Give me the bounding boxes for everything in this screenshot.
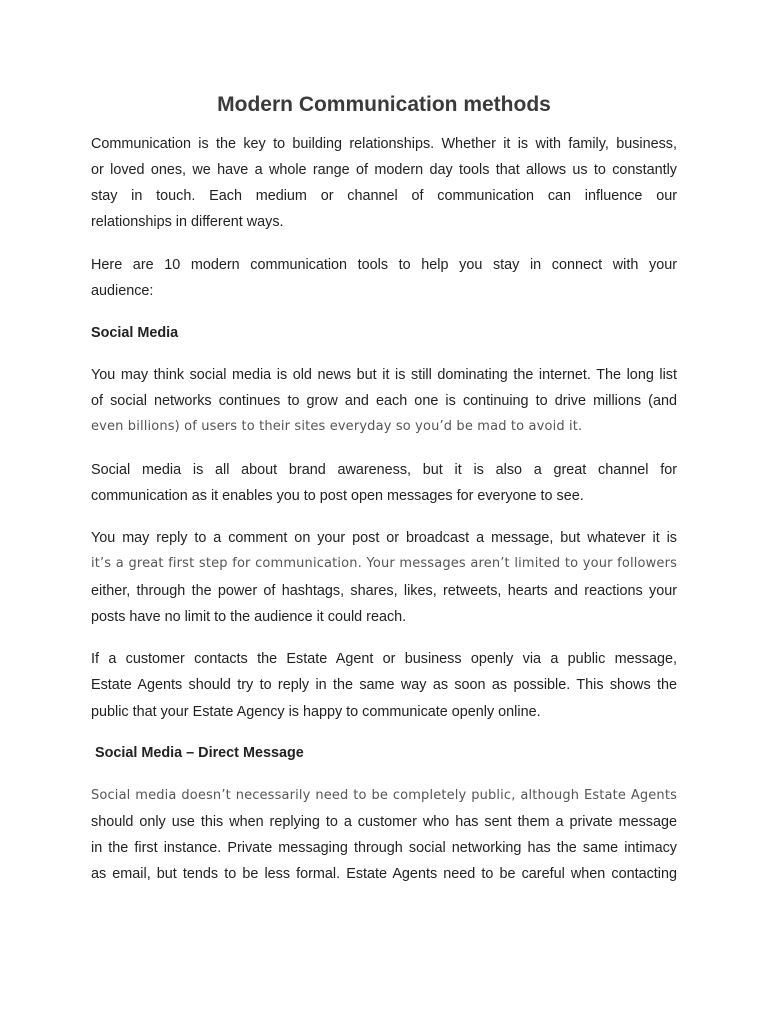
tools-intro-line: audience: — [91, 283, 154, 299]
paragraph-line: even billions) of users to their sites everyday so you’d be mad to avoid it. — [91, 419, 583, 434]
paragraph-line: as email, but tends to be less formal. Estate Agents need to be careful when contacting — [91, 866, 677, 882]
paragraph-line: in the first instance. Private messaging through social networking has the same intimacy — [91, 840, 677, 856]
tools-intro-line: Here are 10 modern communication tools to help you stay in connect with your — [91, 257, 677, 273]
section-heading-social-media: Social Media — [91, 325, 179, 341]
paragraph-line: should only use this when replying to a customer who has sent them a private message — [91, 814, 677, 830]
intro-line: stay in touch. Each medium or channel of communication can influence our — [91, 188, 677, 204]
intro-line: relationships in different ways. — [91, 214, 284, 230]
paragraph-line: If a customer contacts the Estate Agent or business openly via a public message, — [91, 651, 677, 667]
paragraph-line: public that your Estate Agency is happy to communicate openly online. — [91, 704, 541, 720]
document-title: Modern Communication methods — [217, 93, 551, 116]
intro-line: or loved ones, we have a whole range of modern day tools that allows us to constantly — [91, 162, 677, 178]
paragraph-line: it’s a great first step for communication. Your messages aren’t limited to your followers — [91, 556, 677, 571]
paragraph-line: posts have no limit to the audience it could reach. — [91, 609, 407, 625]
paragraph-line: Social media is all about brand awareness, but it is also a great channel for — [91, 462, 677, 478]
paragraph-line: You may reply to a comment on your post or broadcast a message, but whatever it is — [91, 530, 677, 546]
paragraph-line: either, through the power of hashtags, shares, likes, retweets, hearts and reactions your — [91, 583, 677, 599]
paragraph-line: You may think social media is old news but it is still dominating the internet. The long list — [91, 367, 677, 383]
paragraph-line: of social networks continues to grow and each one is continuing to drive millions (and — [91, 393, 677, 409]
paragraph-line: Estate Agents should try to reply in the same way as soon as possible. This shows the — [91, 677, 677, 693]
paragraph-line: communication as it enables you to post open messages for everyone to see. — [91, 488, 584, 504]
paragraph-line: Social media doesn’t necessarily need to be completely public, although Estate Agents — [91, 788, 677, 803]
intro-line: Communication is the key to building relationships. Whether it is with family, business, — [91, 136, 677, 152]
section-heading-direct-message: Social Media – Direct Message — [95, 745, 304, 761]
